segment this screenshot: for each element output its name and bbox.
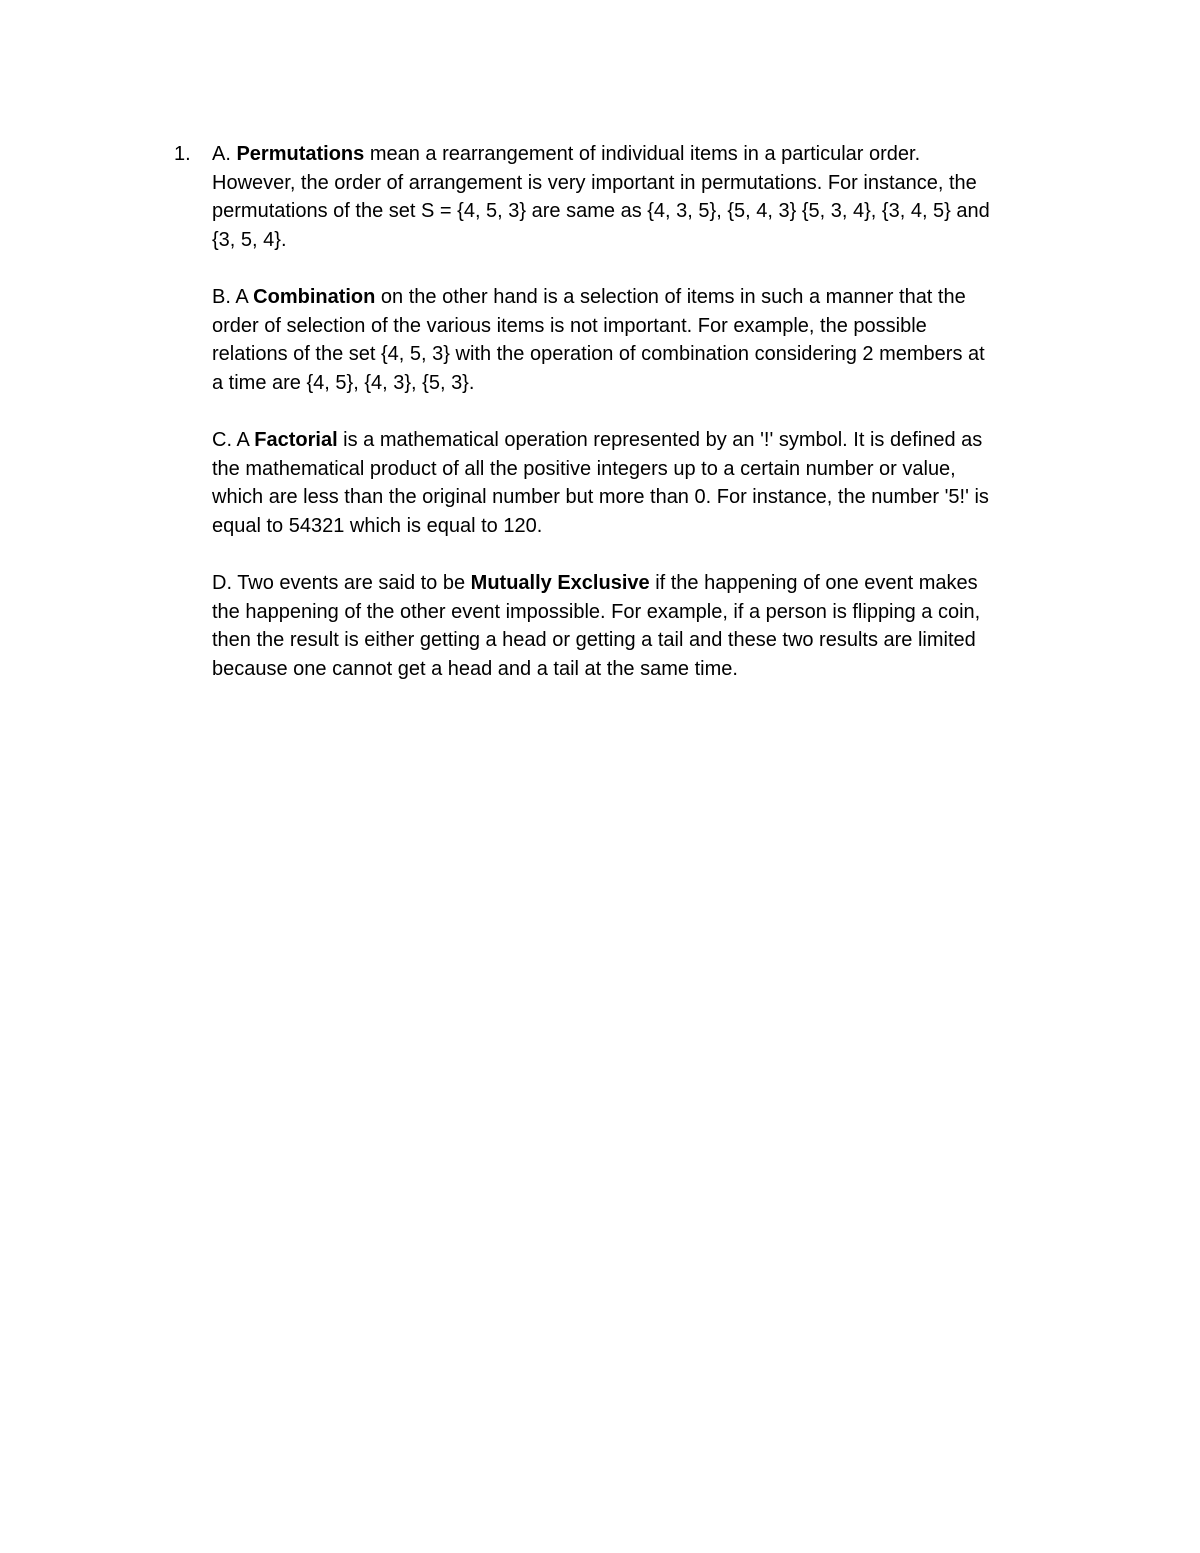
section-prefix: B. A	[212, 285, 248, 308]
line-text: because one cannot get a head and a tail at the same time.	[212, 657, 738, 680]
line-text: However, the order of arrangement is very important in permutations. For instance, the	[212, 171, 977, 194]
line-text: the happening of the other event impossible. For example, if a person is flipping a coin,	[212, 600, 981, 623]
line-text: relations of the set {4, 5, 3} with the operation of combination considering 2 members at	[212, 343, 985, 366]
term-factorial: Factorial	[254, 428, 338, 451]
paragraph-line	[212, 283, 1060, 312]
term-permutations: Permutations	[236, 143, 365, 165]
line-text: order of selection of the various items is not important. For example, the possible	[212, 314, 927, 337]
section-prefix: A.	[212, 143, 231, 165]
paragraph-mutually-exclusive	[212, 569, 1060, 683]
paragraph-line	[212, 426, 1060, 455]
line-text: then the result is either getting a head or getting a tail and these two results are limited	[212, 629, 976, 652]
line-text: {3, 5, 4}.	[212, 228, 287, 251]
term-mutually-exclusive: Mutually Exclusive	[470, 571, 650, 594]
section-prefix: C. A	[212, 428, 249, 451]
line-text: if the happening of one event makes	[649, 571, 978, 594]
section-prefix: D. Two events are said to be	[212, 571, 466, 594]
paragraph-permutations	[212, 140, 1060, 254]
line-text: which are less than the original number but more than 0. For instance, the number '5!' is	[212, 486, 989, 509]
line-text: the mathematical product of all the positive integers up to a certain number or value,	[212, 457, 956, 480]
line-text: a time are {4, 5}, {4, 3}, {5, 3}.	[212, 371, 475, 394]
paragraph-line	[212, 140, 1060, 169]
paragraph-combination	[212, 283, 1060, 397]
line-text: on the other hand is a selection of items in such a manner that the	[375, 285, 966, 308]
list-number: 1.	[174, 143, 191, 165]
list-item-body	[212, 140, 1060, 712]
term-combination: Combination	[253, 285, 376, 308]
line-text: equal to 54321 which is equal to 120.	[212, 514, 543, 537]
line-text: permutations of the set S = {4, 5, 3} are same as {4, 3, 5}, {5, 4, 3} {5, 3, 4}, {3, 4, 5} and	[212, 200, 990, 223]
line-text: is a mathematical operation represented by an '!' symbol. It is defined as	[337, 428, 983, 451]
paragraph-line	[212, 569, 1060, 598]
paragraph-factorial	[212, 426, 1060, 540]
line-text: mean a rearrangement of individual items in a particular order.	[364, 143, 921, 165]
